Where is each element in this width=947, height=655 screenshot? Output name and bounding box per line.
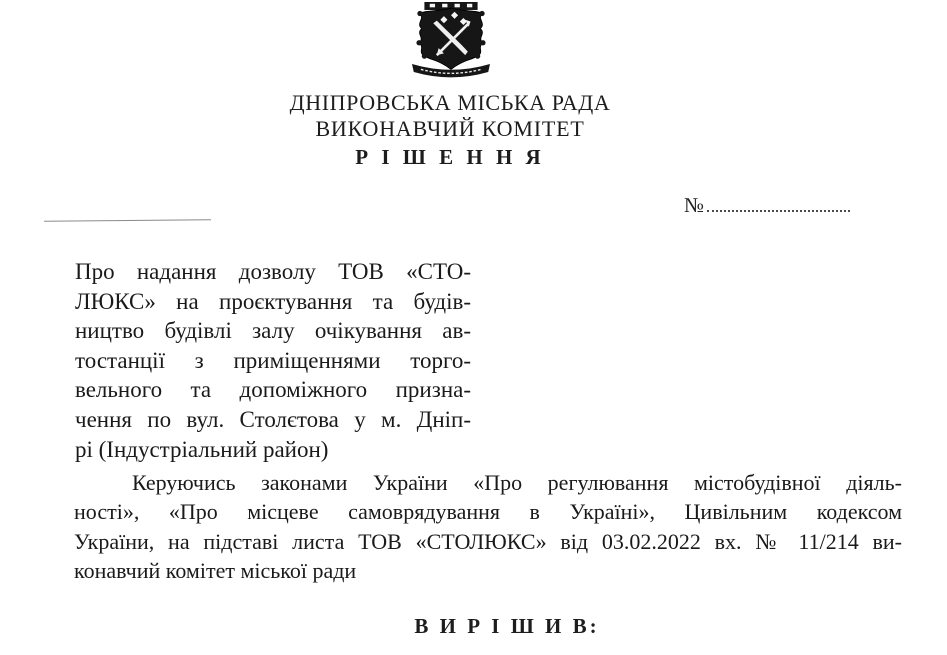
body-line: ності», «Про місцеве самоврядування в Україні», Цивільним кодексом: [74, 499, 902, 525]
city-coat-of-arms-icon: [406, 2, 496, 80]
body-line: України, на підставі листа ТОВ «СТОЛЮКС» від 03.02.2022 вх. № 11/214 ви-: [74, 528, 902, 554]
subject-line: ництво будівлі залу очікування ав-: [75, 318, 471, 344]
body-paragraph: [74, 468, 902, 586]
org-unit-heading: ВИКОНАВЧИЙ КОМІТЕТ: [315, 116, 585, 141]
subject-paragraph: [75, 257, 471, 464]
subject-line: рі (Індустріальний район): [75, 436, 329, 462]
org-name-heading: ДНІПРОВСЬКА МІСЬКА РАДА: [289, 90, 611, 115]
resolution-heading: В И Р І Ш И В:: [414, 614, 600, 638]
doc-type-heading: Р І Ш Е Н Н Я: [355, 145, 545, 169]
body-line: конавчий комітет міської ради: [74, 558, 357, 584]
date-blank-line: [44, 202, 211, 221]
subject-line: вельного та допоміжного призна-: [75, 377, 471, 403]
subject-line: тостанції з приміщеннями торго-: [75, 347, 471, 373]
subject-line: чення по вул. Столєтова у м. Дніп-: [75, 406, 471, 432]
doc-number-block: [684, 193, 850, 218]
number-label: №: [684, 193, 705, 217]
body-line: Керуючись законами України «Про регулювання містобудівної діяль-: [132, 470, 902, 495]
number-blank-line: [707, 194, 850, 212]
subject-line: ЛЮКС» на проєктування та будів-: [75, 288, 471, 314]
coat-of-arms-svg: [406, 2, 496, 80]
subject-line: Про надання дозволу ТОВ «СТО-: [75, 259, 471, 284]
